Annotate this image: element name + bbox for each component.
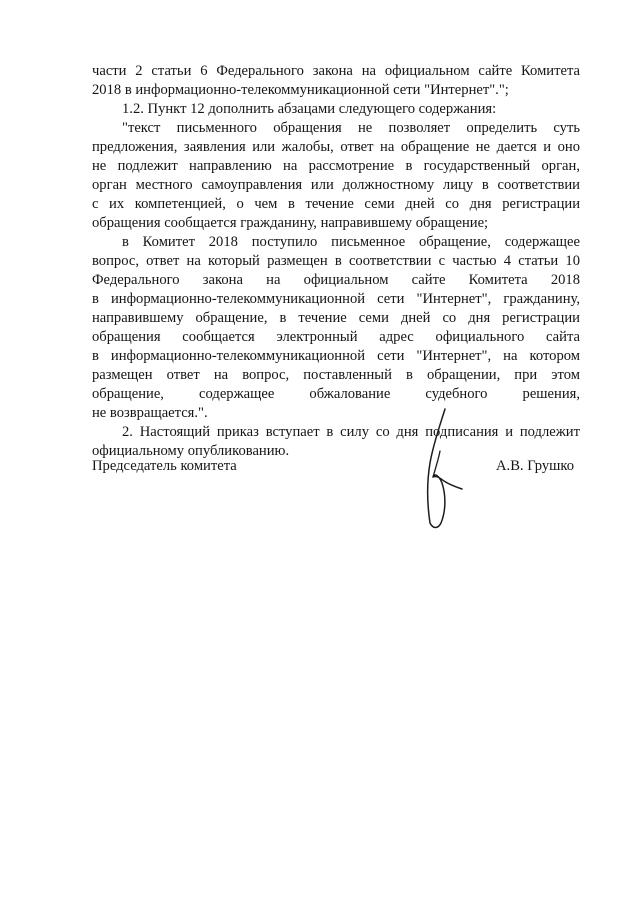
quoted-text-line: обращения сообщается гражданину, направившему обращение; (92, 215, 489, 231)
quoted-text-line: размещен ответ на вопрос, поставленный в обращении, при этом (92, 367, 580, 383)
quoted-text-line: орган местного самоуправления или должностному лицу в соответствии (92, 177, 580, 193)
handwritten-signature (400, 405, 470, 533)
quoted-text-line: в информационно-телекоммуникационной сети "Интернет", гражданину, (92, 291, 580, 307)
quoted-text-line: вопрос, ответ на который размещен в соответствии с частью 4 статьи 10 (92, 253, 580, 269)
quoted-text-line: с их компетенцией, о чем в течение семи дней со дня регистрации (92, 196, 580, 212)
quoted-text-line: в Комитет 2018 поступило письменное обращение, содержащее (122, 234, 580, 250)
text-line: части 2 статьи 6 Федерального закона на официальном сайте Комитета (92, 63, 580, 79)
quoted-text-line: не подлежит направлению на рассмотрение в государственный орган, (92, 158, 580, 174)
quoted-text-line: "текст письменного обращения не позволяет определить суть (122, 120, 580, 136)
quoted-text-line: направившему обращение, в течение семи дней со дня регистрации (92, 310, 580, 326)
text-line: 2018 в информационно-телекоммуникационной сети "Интернет"."; (92, 82, 509, 98)
paragraph-1-2-heading: 1.2. Пункт 12 дополнить абзацами следующего содержания: (122, 101, 497, 117)
quoted-text-line: в информационно-телекоммуникационной сети "Интернет", на котором (92, 348, 580, 364)
quoted-text-line: обращение, содержащее обжалование судебного решения, (92, 386, 580, 402)
quoted-text-line: предложения, заявления или жалобы, ответ на обращение не дается и оно (92, 139, 580, 155)
signatory-name: А.В. Грушко (496, 458, 575, 474)
quoted-text-line: обращения сообщается электронный адрес официального сайта (92, 329, 580, 345)
quoted-text-line: не возвращается.". (92, 405, 208, 421)
signatory-position: Председатель комитета (92, 458, 237, 474)
paragraph-2-line: официальному опубликованию. (92, 443, 290, 459)
paragraph-2-line: 2. Настоящий приказ вступает в силу со дня подписания и подлежит (122, 424, 580, 440)
quoted-text-line: Федерального закона на официальном сайте Комитета 2018 (92, 272, 580, 288)
